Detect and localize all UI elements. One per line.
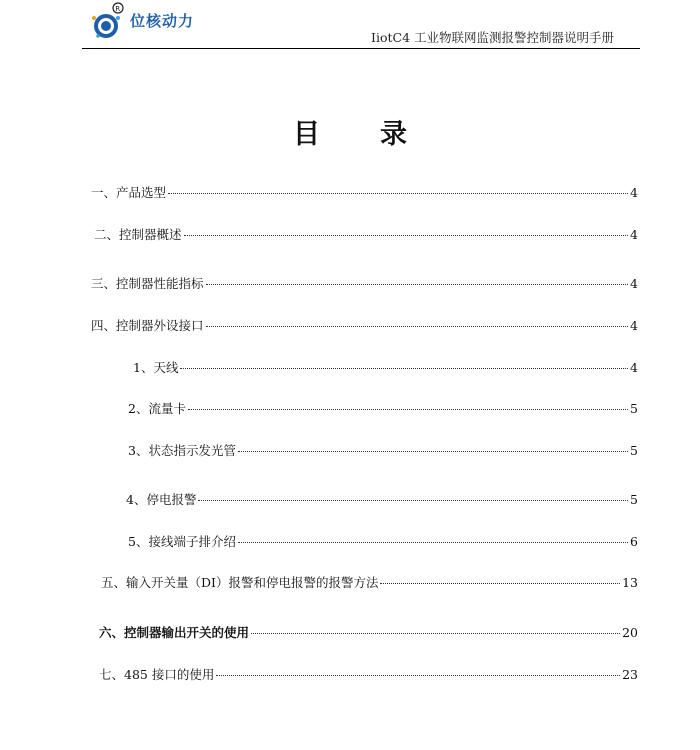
toc-leader-dots — [168, 193, 628, 194]
toc-entry-label: 1、天线 — [133, 360, 179, 375]
toc-entry[interactable] — [128, 532, 638, 550]
toc-entry[interactable] — [133, 358, 638, 376]
logo-icon — [88, 2, 128, 40]
toc-entry-label: 四、控制器外设接口 — [91, 318, 204, 333]
toc-page-number: 13 — [622, 575, 638, 590]
toc-entry-label: 二、控制器概述 — [94, 227, 182, 242]
toc-leader-dots — [180, 368, 628, 369]
toc-entry[interactable] — [91, 274, 638, 292]
toc-page-number: 6 — [630, 534, 638, 549]
toc-page-number: 5 — [630, 401, 638, 416]
toc-leader-dots — [380, 583, 620, 584]
toc-entry[interactable] — [99, 623, 638, 641]
toc-title-char: 目 — [293, 119, 320, 150]
toc-entry[interactable] — [128, 399, 638, 417]
toc-entry-label: 一、产品选型 — [91, 185, 167, 200]
toc-entry[interactable] — [101, 573, 638, 591]
toc-leader-dots — [238, 542, 628, 543]
toc-entry-label: 4、停电报警 — [126, 492, 197, 507]
toc-leader-dots — [238, 451, 628, 452]
toc-entry[interactable] — [91, 316, 638, 334]
toc-entry-label: 六、控制器输出开关的使用 — [99, 625, 250, 640]
toc-entry-label: 2、流量卡 — [128, 401, 186, 416]
toc-page-number: 5 — [630, 492, 638, 507]
header-divider — [82, 48, 640, 49]
toc-entry[interactable] — [126, 490, 638, 508]
toc-entry[interactable] — [94, 225, 638, 243]
toc-entry-label: 三、控制器性能指标 — [91, 276, 204, 291]
toc-leader-dots — [188, 409, 628, 410]
toc-entry-label: 5、接线端子排介绍 — [128, 534, 236, 549]
toc-title — [0, 112, 700, 151]
document-header-title: IiotC4 工业物联网监测报警控制器说明手册 — [371, 30, 614, 45]
toc-entry[interactable] — [99, 665, 638, 683]
toc-leader-dots — [216, 675, 620, 676]
company-logo — [88, 0, 238, 40]
toc-title-char: 录 — [380, 119, 407, 150]
logo-text: 位核动力 — [130, 12, 195, 30]
svg-text:R: R — [115, 5, 121, 13]
toc-leader-dots — [206, 326, 629, 327]
toc-page-number: 4 — [630, 276, 638, 291]
page-header — [0, 0, 700, 52]
toc-entry[interactable] — [91, 183, 638, 201]
toc-page-number: 5 — [630, 443, 638, 458]
toc-leader-dots — [184, 235, 629, 236]
toc-leader-dots — [206, 284, 629, 285]
toc-leader-dots — [198, 500, 628, 501]
toc-entry-label: 五、输入开关量（DI）报警和停电报警的报警方法 — [101, 575, 379, 590]
toc-page-number: 4 — [630, 185, 638, 200]
toc-page-number: 4 — [630, 318, 638, 333]
toc-page-number: 4 — [630, 227, 638, 242]
toc-page-number: 4 — [630, 360, 638, 375]
toc-entry-label: 七、485 接口的使用 — [99, 667, 215, 682]
toc-page-number: 20 — [622, 625, 638, 640]
toc-entry[interactable] — [128, 441, 638, 459]
toc-page-number: 23 — [622, 667, 638, 682]
toc-entry-label: 3、状态指示发光管 — [128, 443, 236, 458]
toc-leader-dots — [251, 633, 620, 634]
